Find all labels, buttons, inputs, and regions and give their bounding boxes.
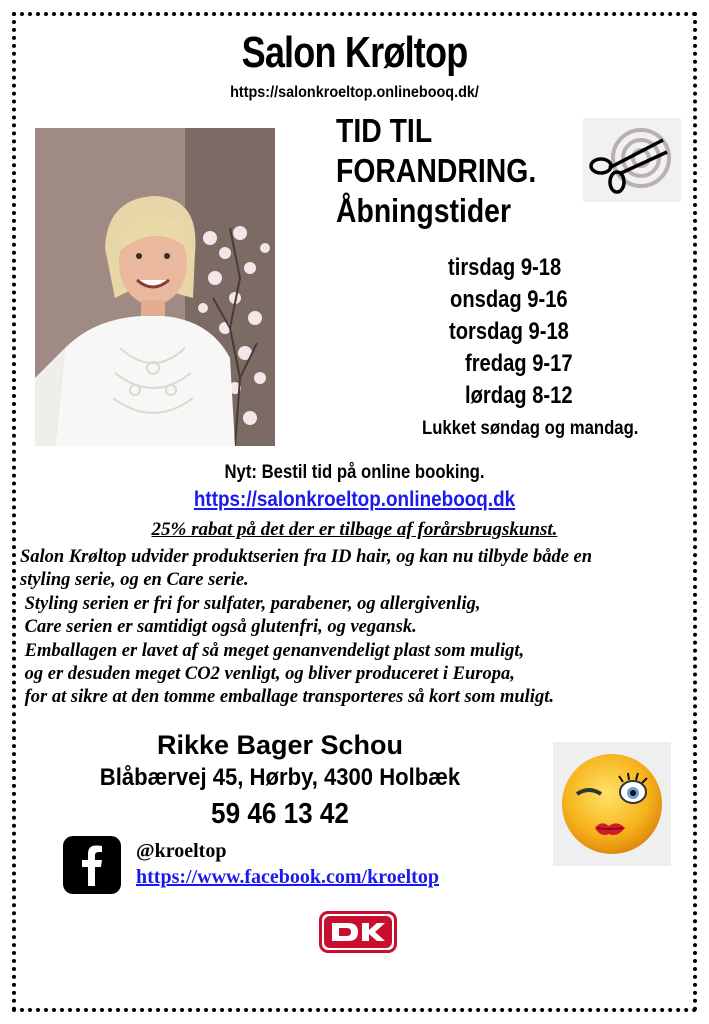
winking-face-icon [553, 742, 671, 866]
paragraph-line: Emballagen er lavet af så meget genanvendeligt plast som muligt, [20, 640, 525, 661]
contact-name: Rikke Bager Schou [156, 730, 404, 760]
facebook-handle: @kroeltop [136, 840, 227, 862]
dankort-logo [319, 911, 397, 953]
hours-friday: fredag 9-17 [465, 350, 573, 377]
paragraph-line: Care serien er samtidigt også glutenfri, og vegansk. [20, 617, 417, 638]
header-url: https://salonkroeltop.onlinebooq.dk/ [230, 84, 479, 101]
paragraph-line: styling serie, og en Care serie. [20, 570, 249, 591]
booking-link[interactable]: https://salonkroeltop.onlinebooq.dk [193, 488, 516, 511]
stylist-photo [35, 128, 275, 446]
opening-hours-heading: Åbningstider [336, 192, 512, 229]
facebook-link[interactable]: https://www.facebook.com/kroeltop [136, 866, 439, 888]
paragraph-line: for at sikre at den tomme emballage transporteres så kort som muligt. [20, 687, 554, 708]
hours-tuesday: tirsdag 9-18 [448, 254, 562, 281]
facebook-icon[interactable] [63, 836, 121, 894]
closed-days: Lukket søndag og mandag. [422, 418, 639, 439]
discount-line: 25% rabat på det der er tilbage af forårsbrugskunst. [151, 519, 558, 540]
paragraph-line: Styling serien er fri for sulfater, parabener, og allergivenlig, [20, 593, 481, 614]
headline-line-2: FORANDRING. [336, 152, 537, 189]
product-paragraph [20, 546, 690, 710]
hours-wednesday: onsdag 9-16 [450, 286, 568, 313]
salon-title: Salon Krøltop [241, 28, 468, 77]
paragraph-line: Salon Krøltop udvider produktserien fra ID hair, og kan nu tilbyde både en [20, 547, 593, 567]
headline-line-1: TID TIL [336, 112, 433, 149]
hours-thursday: torsdag 9-18 [449, 318, 569, 345]
scissors-icon [583, 118, 681, 202]
paragraph-line: og er desuden meget CO2 venligt, og bliver produceret i Europa, [20, 664, 515, 685]
hours-saturday: lørdag 8-12 [465, 382, 573, 409]
contact-phone: 59 46 13 42 [211, 798, 349, 830]
contact-address: Blåbærvej 45, Hørby, 4300 Holbæk [99, 764, 461, 791]
news-line: Nyt: Bestil tid på online booking. [224, 462, 485, 483]
